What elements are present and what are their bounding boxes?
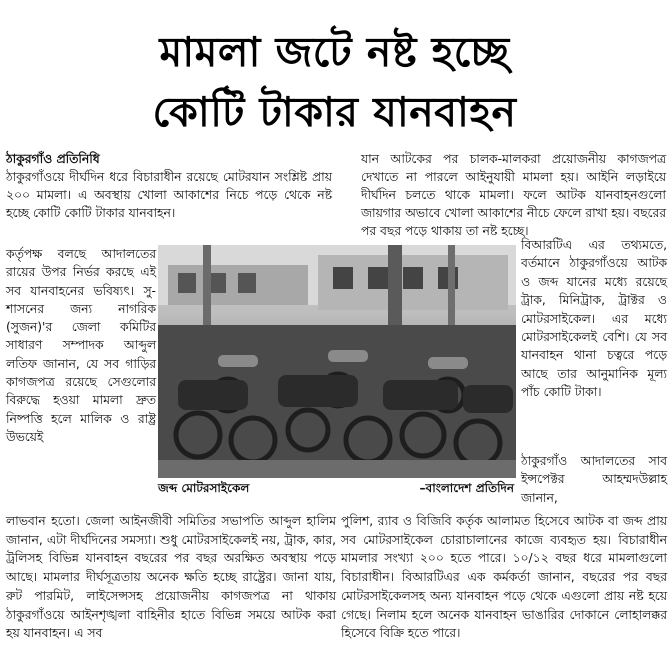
left-intro-paragraph: ঠাকুরগাঁওয়ে দীর্ঘদিন ধরে বিচারাধীন রয়েছে মোটরযান সংশ্লিষ্ট প্রায় ২০০ মামলা। এ অবস্থায় খোলা আকাশের নিচে পড়ে থেকে নষ্ট হচ্ছে কোটি কোটি টাকার যানবাহন। — [6, 170, 332, 221]
news-photo — [158, 245, 516, 478]
left-column — [6, 150, 332, 222]
photo-credit: –বাংলাদেশ প্রতিদিন — [419, 481, 514, 495]
seized-motorcycles-photo-icon — [158, 245, 516, 478]
headline-line-1: মামলা জটে নষ্ট হচ্ছে — [159, 28, 510, 76]
right-column — [361, 150, 666, 240]
left-bottom-paragraph: লাভবান হতো। জেলা আইনজীবী সমিতির সভাপতি আব্দুল হালিম জানান, এটা দীর্ঘদিনের সমস্যা। শুধু মোটরসাইকেলই নয়, ট্রাক, কার, ট্রলিসহ বিভিন্ন যানবাহন বছরের পর বছর অরক্ষিত অবস্থায় পড়ে আছে। মামলার দীর্ঘসূত্রতায় অনেক ক্ষতি হচ্ছে রাষ্ট্রের। জানা যায়, রুট পারমিট, লাইসেন্সসহ প্রয়োজনীয় কাগজপত্র না থাকায় ঠাকুরগাঁওয়ে আইনশৃঙ্খলা বাহিনীর হাতে বিভিন্ন সময়ে আটক করা হয় যানবাহন। এ সব — [6, 514, 336, 641]
headline-line-2: কোটি টাকার যানবাহন — [152, 88, 517, 136]
right-narrow-text: বিআরটিএ এর তথ্যমতে, বর্তমানে ঠাকুরগাঁওয়ে আটক ও জব্দ যানের মধ্যে রয়েছে ট্রাক, মিনিট্রাক, ট্রাক্টর ও মোটরসাইকেল। এর মধ্যে মোটরসাইকেলই বেশি। যে সব যানবাহন থানা চত্বরে পড়ে আছে তার আনুমানিক মূল্য পাঁচ কোটি টাকা। — [521, 238, 667, 400]
right-mid-text: ঠাকুরগাঁও আদালতের সাব ইন্সপেক্টর আহম্মদউল্লাহ জানান, — [521, 454, 667, 505]
right-top-paragraph: যান আটকের পর চালক-মালকরা প্রয়োজনীয় কাগজপত্র দেখাতে না পারলে আইনুযায়ী মামলা হয়। আইনি লড়াইয়ে দীর্ঘদিন চলতে থাকে মামলা। ফলে আটক যানবাহনগুলো জায়গার অভাবে খোলা আকাশের নীচে ফেলে রাখা হয়। বছরের পর বছর পড়ে থাকায় তা নষ্ট হচ্ছে। — [361, 152, 666, 239]
headline — [0, 22, 669, 142]
left-narrow-text: কর্তৃপক্ষ বলছে আদালতের রায়ের উপর নির্ভর করছে এই সব যানবাহনের ভবিষ্যৎ। সু-শাসনের জন্য নাগরিক (সুজন)'র জেলা কমিটির সাধারণ সম্পাদক আব্দুল লতিফ জানান, যে সব গাড়ির কাগজপত্র রয়েছে সেগুলোর বিরুদ্ধে হওয়া মামলা দ্রুত নিষ্পত্তি হলে মালিক ও রাষ্ট্র উভয়েই — [6, 247, 156, 444]
photo-caption: জব্দ মোটরসাইকেল — [158, 481, 250, 495]
byline: ঠাকুরগাঁও প্রতিনিধি — [6, 152, 100, 166]
photo-caption-bar — [158, 478, 516, 498]
right-bottom-paragraph: পুলিশ, র‍্যাব ও বিজিবি কর্তৃক আলামত হিসেবে আটক বা জব্দ প্রায় সব মোটরসাইকেল চোরাচালানের কাজে ব্যবহৃত হয়। বিচারাধীন মামলার সংখ্যা ২০০ হতে পারে। ১০/১২ বছর ধরে মামলাগুলো বিচারাধীন। বিআরটিএর এক কর্মকর্তা জানান, বছরের পর বছর মোটরসাইকেলসহ অন্য যানবাহন পড়ে থেকে এগুলো প্রায় নষ্ট হয়ে গেছে। নিলাম হলে অনেক যানবাহন ভাঙারির দোকানে লোহালক্কর হিসেবে বিক্রি হতে পারে। — [341, 514, 667, 641]
